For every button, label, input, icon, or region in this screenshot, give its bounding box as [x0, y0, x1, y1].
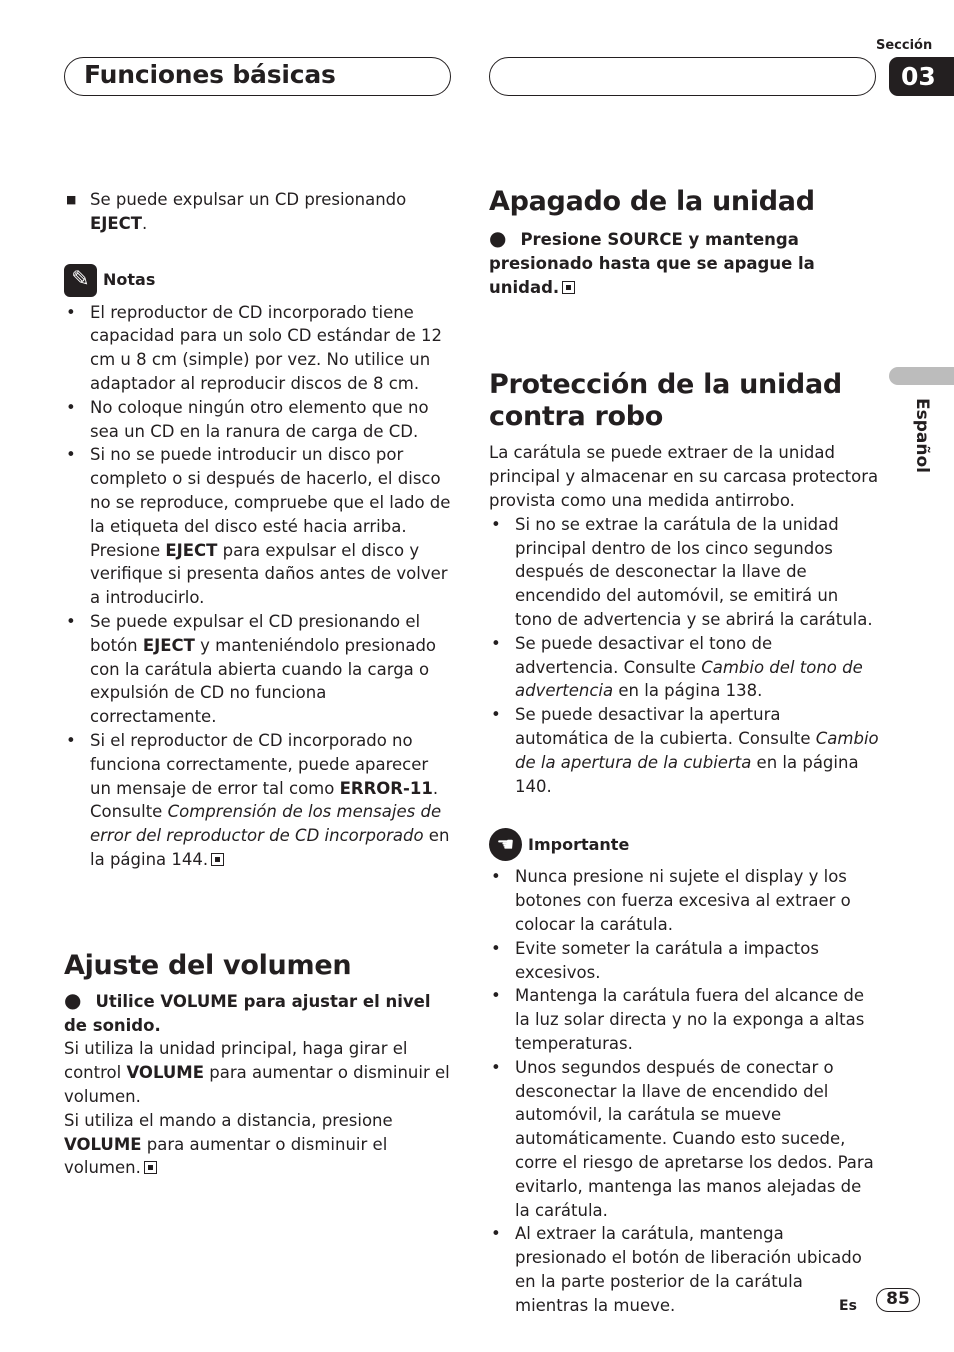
note-item [64, 610, 454, 729]
important-title: Importante [528, 834, 630, 854]
note-text: y manteniéndolo presionado con la carátula abierta cuando la carga o expulsión de CD no funciona correctamente. [90, 635, 437, 727]
theft-heading: Protección de la unidad contra robo [489, 369, 842, 433]
language-tab-bar [889, 367, 954, 385]
note-bold: EJECT [165, 540, 218, 560]
important-text: Unos segundos después de conectar o desconectar la llave de encendido del automóvil, la carátula se mueve automáticamente. Cuando esto sucede, corre el riesgo de apretarse los dedos. Para evitarlo, mantenga las manos alejadas de la carátula. [515, 1057, 874, 1220]
volume-bold: VOLUME [126, 1063, 204, 1083]
volume-lead [64, 987, 454, 1038]
left-column [64, 188, 454, 1180]
volume-text: para aumentar o disminuir el volumen. [64, 1134, 388, 1178]
end-mark-icon [144, 1161, 157, 1174]
volume-lead-text: Utilice VOLUME para ajustar el nivel de sonido. [64, 991, 431, 1035]
notes-title: Notas [103, 270, 156, 290]
bullet-icon: • [66, 730, 76, 750]
volume-text: Si utiliza el mando a distancia, presione [64, 1110, 393, 1130]
eject-tip-end: . [142, 213, 148, 233]
volume-heading: Ajuste del volumen [64, 949, 352, 981]
theft-item-ref: Cambio del tono de advertencia [515, 657, 863, 701]
bullet-icon: • [491, 633, 501, 653]
note-item [64, 396, 454, 444]
footer-language: Es [839, 1298, 857, 1314]
pointing-hand-icon: ☚ [489, 828, 522, 861]
important-item [489, 984, 879, 1055]
note-text: para expulsar el disco y verifique si presenta daños antes de volver a introducirlo. [90, 540, 448, 608]
note-text: Si no se puede introducir un disco por completo o si después de hacerlo, el disco no se reproduce, compruebe que el lado de la etiqueta del disco esté hacia arriba. Presione [90, 445, 451, 560]
volume-para-1 [64, 1037, 454, 1108]
language-tab-label: Español [912, 398, 932, 473]
bullet-icon: • [491, 514, 501, 534]
important-item [489, 865, 879, 936]
notes-header [64, 264, 454, 297]
theft-item-text: en la página 138. [613, 681, 763, 701]
eject-tip-bold: EJECT [90, 213, 143, 233]
volume-text: para aumentar o disminuir el volumen. [64, 1063, 450, 1106]
bullet-icon: • [66, 302, 76, 322]
important-text: Mantenga la carátula fuera del alcance de la luz solar directa y no la exponga a altas temperaturas. [515, 986, 865, 1053]
note-text: . Consulte [90, 778, 439, 822]
eject-tip [64, 188, 454, 236]
volume-section [64, 950, 454, 1180]
note-item [64, 443, 454, 610]
important-text: Nunca presione ni sujete el display y los botones con fuerza excesiva al extraer o colocar la carátula. [515, 867, 851, 934]
notes-list [64, 301, 454, 872]
theft-item-text: en la página 140. [515, 752, 859, 796]
pencil-note-icon: ✎ [64, 264, 97, 297]
round-bullet-icon: ● [64, 987, 82, 1012]
chapter-title: Funciones básicas [84, 60, 336, 89]
important-text: Al extraer la carátula, mantenga presionado el botón de liberación ubicado en la parte posterior de la carátula mientras la mueve. [515, 1224, 862, 1315]
volume-para-2 [64, 1109, 454, 1180]
bullet-icon: • [491, 867, 501, 887]
round-bullet-icon: ● [489, 226, 507, 250]
theft-intro: La carátula se puede extraer de la unidad principal y almacenar en su carcasa protectora provista como una medida antirrobo. [489, 443, 879, 510]
theft-item-ref: Cambio de la apertura de la cubierta [515, 728, 879, 772]
bullet-icon: • [66, 445, 76, 465]
header-right-frame [489, 57, 876, 96]
bullet-icon: • [66, 397, 76, 417]
important-list [489, 865, 879, 1317]
bullet-icon: • [491, 938, 501, 958]
power-off-lead-text: Presione SOURCE y mantenga presionado hasta que se apague la unidad. [489, 230, 815, 297]
note-text: en la página 144. [90, 826, 450, 869]
important-text: Evite someter la carátula a impactos excesivos. [515, 938, 819, 982]
note-bold: EJECT [142, 635, 195, 655]
note-item [64, 301, 454, 396]
note-text: Si el reproductor de CD incorporado no funciona correctamente, puede aparecer un mensaje de error tal como [90, 730, 429, 798]
theft-item-text: Se puede desactivar la apertura automática de la cubierta. Consulte [515, 705, 816, 748]
important-item [489, 1056, 879, 1223]
end-mark-icon [562, 281, 575, 294]
section-label: Sección [876, 38, 933, 53]
bullet-icon: • [66, 611, 76, 631]
note-text: No coloque ningún otro elemento que no sea un CD en la ranura de carga de CD. [90, 397, 429, 441]
theft-item [489, 632, 879, 703]
theft-item-text: Se puede desactivar el tono de advertencia. Consulte [515, 633, 773, 677]
note-item [64, 729, 454, 872]
note-bold: ERROR-11 [339, 778, 433, 798]
note-text: El reproductor de CD incorporado tiene capacidad para un solo CD estándar de 12 cm u 8 cm (simple) por vez. No utilice un adaptador al reproducir discos de 8 cm. [90, 302, 442, 393]
theft-item [489, 513, 879, 632]
end-mark-icon [211, 853, 224, 866]
power-off-lead [489, 228, 879, 299]
volume-bold: VOLUME [64, 1134, 142, 1154]
theft-item [489, 703, 879, 798]
important-header [489, 828, 879, 861]
right-column [489, 186, 879, 1317]
theft-item-text: Si no se extrae la carátula de la unidad principal dentro de los cinco segundos después de desconectar la llave de encendido del automóvil, se emitirá un tono de advertencia y se abrirá la carátula. [515, 514, 873, 629]
important-item [489, 1222, 879, 1317]
bullet-icon: • [491, 986, 501, 1006]
power-off-heading: Apagado de la unidad [489, 186, 815, 217]
eject-tip-text: Se puede expulsar un CD presionando [90, 190, 407, 209]
bullet-icon: • [491, 705, 501, 725]
square-bullet-icon: ■ [66, 193, 77, 206]
volume-text: Si utiliza la unidad principal, haga girar el control [64, 1039, 408, 1083]
important-item [489, 937, 879, 985]
note-italic-ref: Comprensión de los mensajes de error del reproductor de CD incorporado [90, 802, 442, 846]
section-number: 03 [889, 57, 954, 96]
page-number: 85 [876, 1288, 920, 1312]
note-text: Se puede expulsar el CD presionando el botón [90, 611, 421, 655]
bullet-icon: • [491, 1224, 501, 1244]
bullet-icon: • [491, 1057, 501, 1077]
